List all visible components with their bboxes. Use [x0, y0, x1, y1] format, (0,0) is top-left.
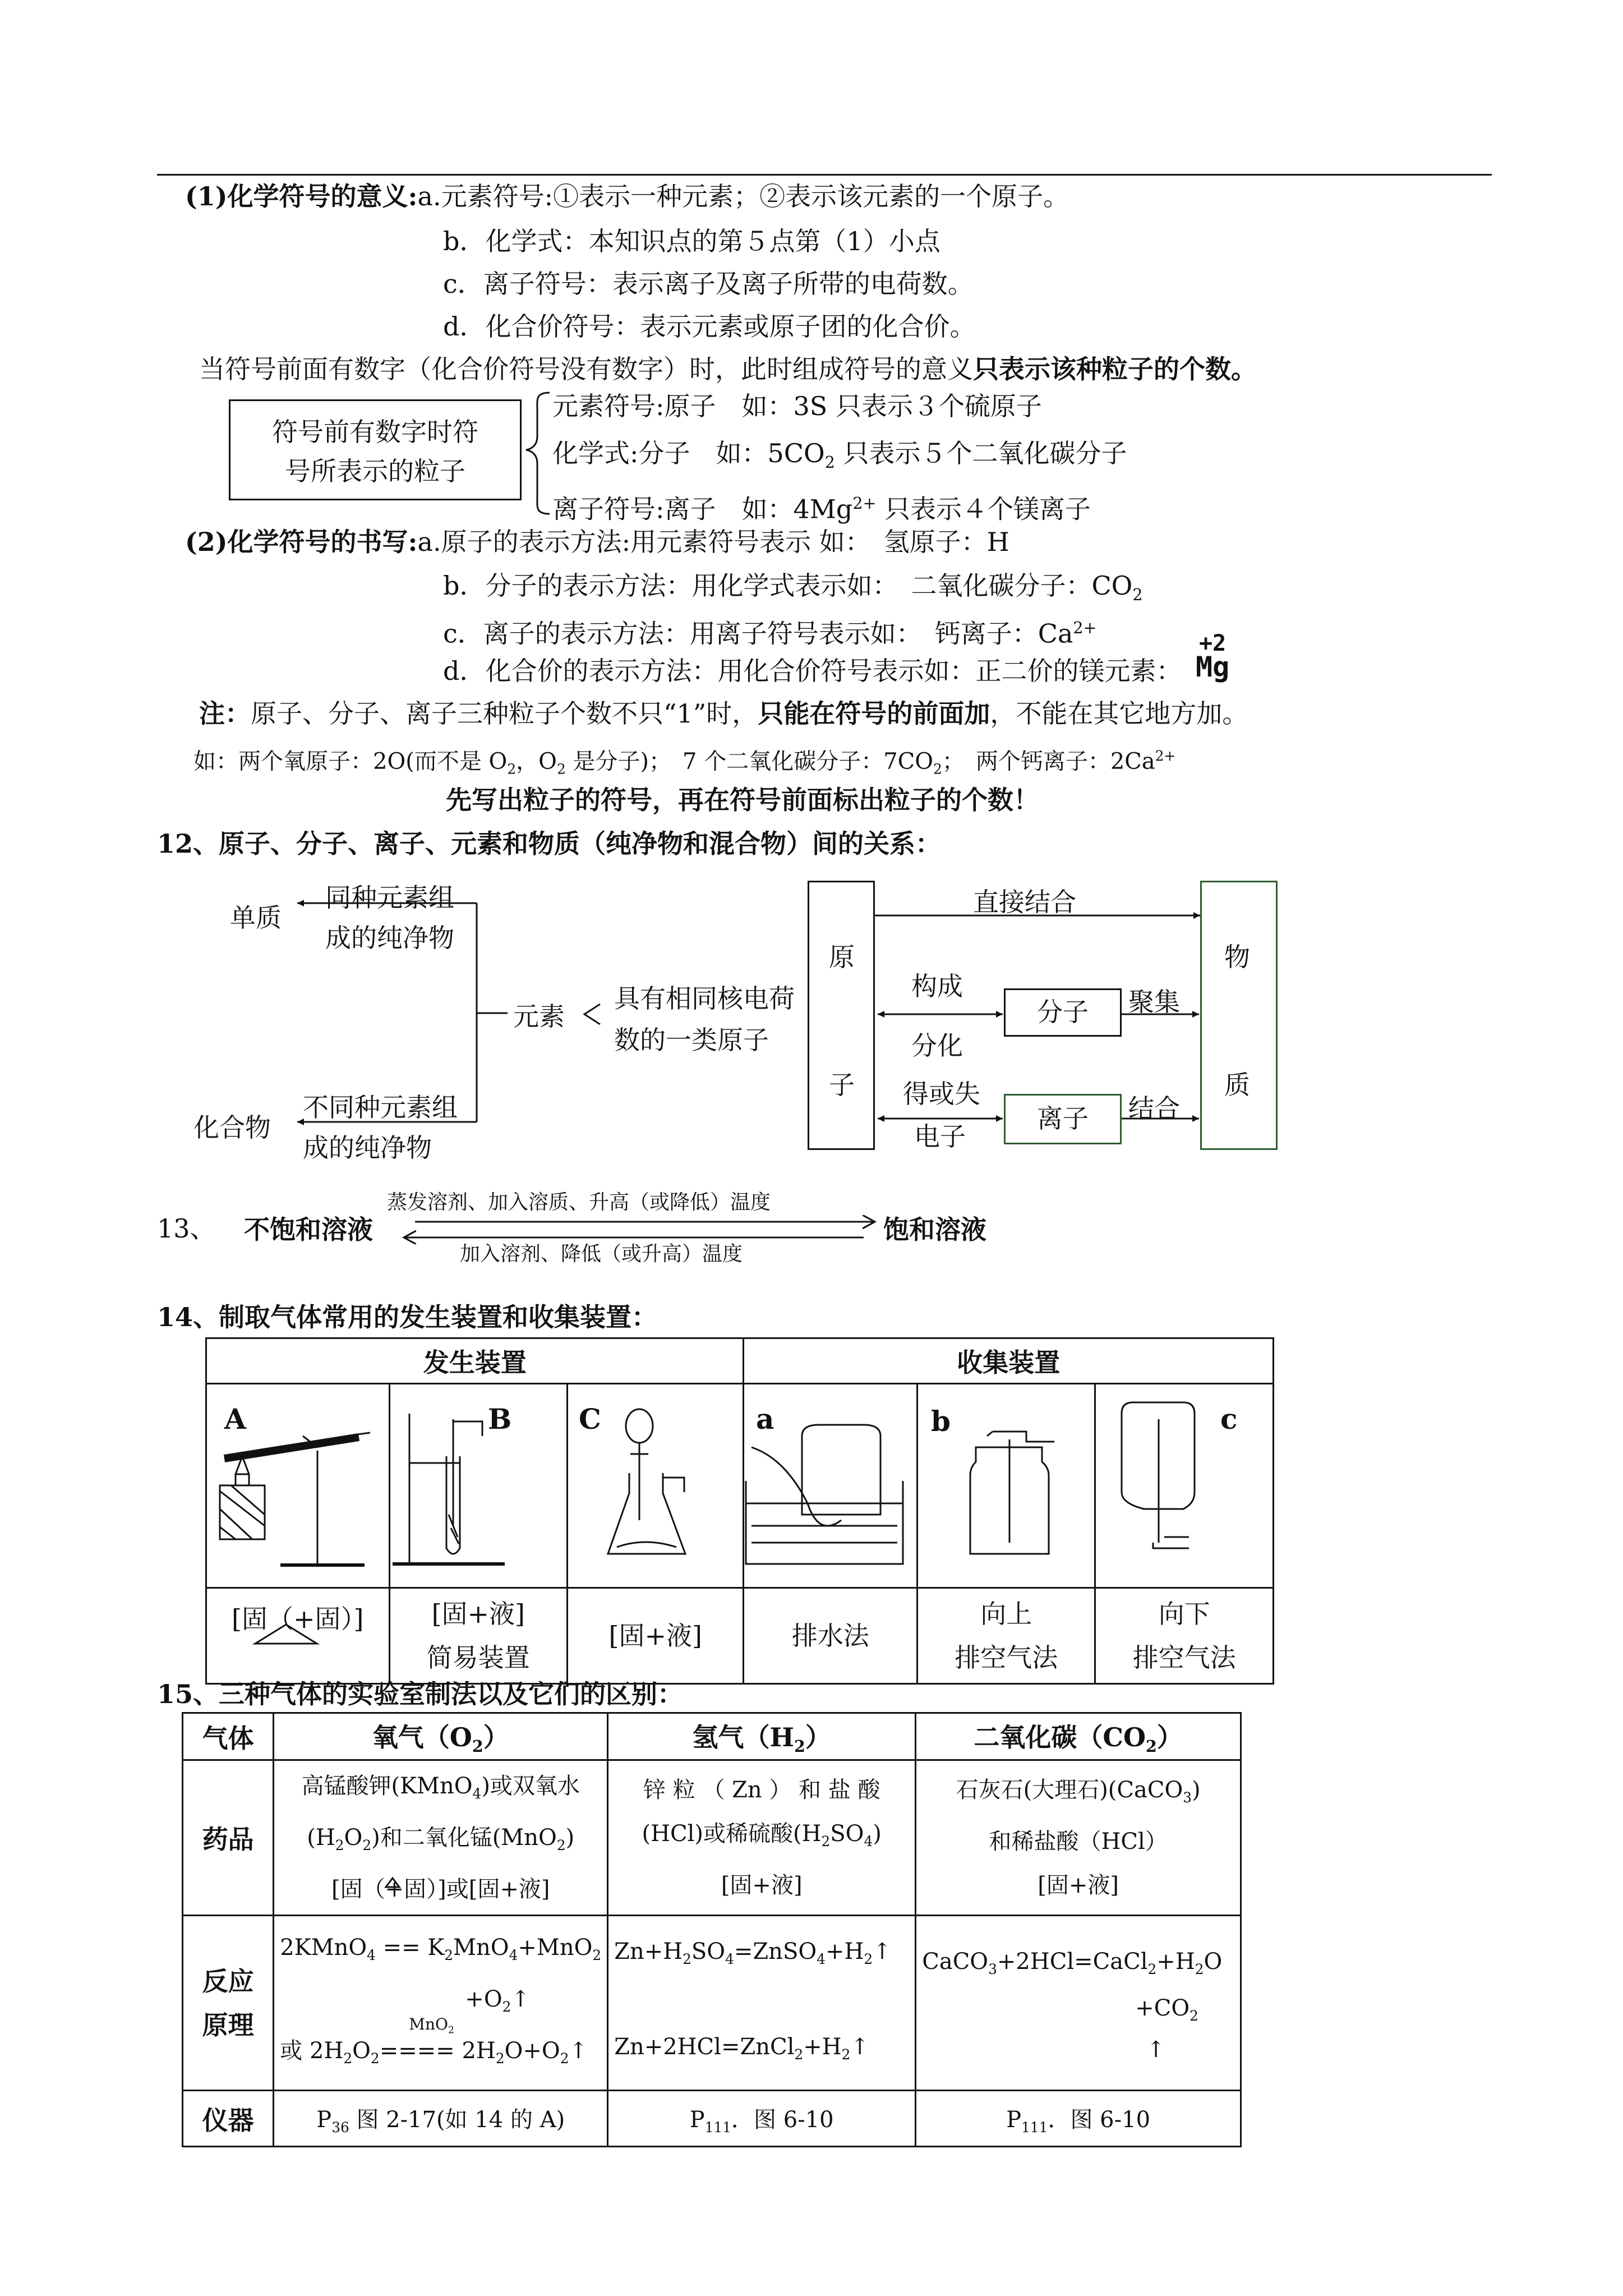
- co2-d2: 和稀盐酸（HCl）: [989, 1829, 1168, 1855]
- th-h2-sub: 2: [794, 1737, 805, 1756]
- h2-d2-mid: SO: [830, 1821, 864, 1847]
- h2-d3: [固+液]: [721, 1872, 803, 1899]
- s2-b-pre: b．分子的表示方法：用化学式表示如： 二氧化碳分子：CO: [443, 570, 1133, 601]
- s2-c: [443, 613, 1096, 649]
- cell-label-b: [917, 1588, 1095, 1684]
- cell-label-c: [1095, 1588, 1274, 1684]
- hdr-collector: 收集装置: [744, 1338, 1274, 1384]
- co2-r2-pre: +CO: [1135, 1995, 1190, 2021]
- brace2-post: 只表示５个二氧化碳分子: [834, 438, 1127, 468]
- co2-r1-s2: 2: [1147, 1961, 1157, 1977]
- h2-d2-s1: 2: [821, 1833, 831, 1850]
- co2-react: [916, 1916, 1241, 2091]
- cell-label-C: [568, 1588, 744, 1684]
- o2-r3-pre: 或 2H: [280, 2037, 344, 2064]
- ex-pre: 如：两个氧原子：2O(而不是 O: [193, 748, 508, 775]
- tree-element-fork: [477, 903, 508, 1122]
- o2-d2-pre: (H: [307, 1825, 335, 1851]
- h2-drug: [608, 1760, 916, 1916]
- ex-s1: 2: [507, 761, 517, 777]
- th-o2-post: ）: [483, 1722, 509, 1752]
- row-react-2: 原理: [202, 2009, 254, 2040]
- brace-item-ion: [552, 488, 1091, 524]
- o2-d2-post: )和二氧化锰(MnO: [371, 1825, 557, 1851]
- co2-app-post: ．图 6-10: [1048, 2106, 1151, 2133]
- o2-r3-s2: 2: [370, 2050, 380, 2067]
- o2-r1-s3: 4: [509, 1947, 518, 1963]
- o2-d2-s2: 2: [362, 1837, 372, 1854]
- th-h2: [608, 1713, 916, 1760]
- s1-c: c．离子符号：表示离子及离子所带的电荷数。: [443, 269, 974, 299]
- label-B2: 简易装置: [426, 1642, 530, 1673]
- s2-d: d．化合价的表示方法：用化合价符号表示如：正二价的镁元素：: [443, 656, 1182, 686]
- s1-a: a.元素符号:①表示一种元素；②表示该元素的一个原子。: [417, 181, 1069, 211]
- top-rule: [157, 174, 1492, 176]
- apparatus-table: [205, 1337, 1274, 1685]
- ex-mid2: 是分子)； 7 个二氧化碳分子：7CO: [565, 748, 934, 775]
- s13-unsat: 不饱和溶液: [244, 1214, 373, 1245]
- o2-app-post: 图 2-17(如 14 的 A): [349, 2106, 565, 2133]
- o2-drug: [274, 1760, 608, 1916]
- h2-r1-post: ↑: [873, 1938, 892, 1964]
- co2-d1-post: ): [1192, 1777, 1201, 1803]
- h2-r1-s4: 2: [864, 1950, 873, 1967]
- o2-r3-s3: 2: [495, 2050, 505, 2067]
- s2-note-p1: 原子、分子、离子三种粒子个数不只“1”时，: [251, 698, 758, 729]
- co2-r1-pre: CaCO: [922, 1948, 989, 1975]
- o2-r1-s1: 4: [367, 1947, 376, 1963]
- brace3-post: 只表示４个镁离子: [876, 494, 1091, 524]
- label-c1: 向下: [1158, 1599, 1210, 1629]
- s2-note-b1: 注：: [199, 698, 251, 729]
- h2-r1-s2: 4: [725, 1950, 734, 1967]
- h2-r2-pre: Zn+2HCl=ZnCl: [614, 2033, 795, 2060]
- co2-drug: [916, 1760, 1241, 1916]
- co2-app-pre: P: [1006, 2106, 1022, 2133]
- s2-example: [193, 740, 1175, 785]
- atom-char2: 子: [829, 1070, 855, 1100]
- label-compound: 化合物: [193, 1112, 271, 1143]
- label-element: 元素: [513, 1001, 565, 1032]
- brace2-pre: 化学式:分子 如：5CO: [552, 438, 825, 468]
- th-co2-post: ）: [1156, 1722, 1183, 1752]
- brace2-sub: 2: [824, 453, 835, 472]
- th-o2-pre: 氧气（O: [372, 1722, 472, 1752]
- s15-title: 15、三种气体的实验室制法以及它们的区别：: [157, 1679, 684, 1709]
- brace3-sup: 2+: [852, 494, 877, 513]
- th-co2: [916, 1713, 1241, 1760]
- o2-app-pre: P: [316, 2106, 332, 2133]
- row-drug: 药品: [183, 1760, 274, 1916]
- h2-d2-pre: (HCl)或稀硫酸(H: [642, 1821, 822, 1847]
- h2-r1-mid: SO: [691, 1938, 726, 1964]
- label-form: 构成: [911, 971, 963, 1001]
- h2-d1: 锌 粒 （ Zn ） 和 盐 酸: [643, 1777, 880, 1803]
- brace-item-formula: [552, 438, 1127, 478]
- co2-app-sub: 111: [1021, 2119, 1048, 2136]
- o2-r2-pre: +O: [465, 1986, 502, 2012]
- label-A: [固（+固）]: [232, 1604, 364, 1634]
- s14-title: 14、制取气体常用的发生装置和收集装置：: [157, 1302, 658, 1332]
- h2-r1-pre: Zn+H: [614, 1938, 683, 1964]
- row-react: [183, 1916, 274, 2091]
- o2-r3-mid2: ==== 2H: [379, 2037, 496, 2064]
- th-co2-sub: 2: [1146, 1737, 1157, 1756]
- label-gain2: 电子: [914, 1121, 966, 1152]
- h2-d2-post: ): [873, 1821, 882, 1847]
- o2-r1-pre: 2KMnO: [280, 1934, 367, 1961]
- ex-sup: 2+: [1155, 748, 1176, 764]
- o2-d3: [固（+固）]或[固+液]: [331, 1876, 550, 1903]
- co2-r2-sub: 2: [1189, 2007, 1198, 2024]
- co2-d3: [固+液]: [1038, 1872, 1119, 1899]
- label-split: 分化: [911, 1030, 963, 1061]
- s12-title: 12、原子、分子、离子、元素和物质（纯净物和混合物）间的关系：: [157, 829, 942, 859]
- cell-label-a: [744, 1588, 917, 1684]
- h2-app-pre: P: [689, 2106, 705, 2133]
- label-b1: 向上: [980, 1599, 1032, 1629]
- brace3-pre: 离子符号:离子 如：4Mg: [552, 494, 853, 524]
- mg-symbol: Mg: [1196, 651, 1230, 683]
- o2-r3-post: ↑: [569, 2037, 588, 2064]
- s2-a: a.原子的表示方法:用元素符号表示 如： 氢原子：H: [417, 527, 1009, 557]
- cell-apparatus-B: [389, 1384, 568, 1588]
- o2-r2-post: ↑: [511, 1986, 530, 2012]
- label-diff1: 不同种元素组: [303, 1092, 458, 1122]
- h2-r2-s2: 2: [841, 2046, 851, 2063]
- cell-label-B: [389, 1588, 568, 1684]
- s13-top: 蒸发溶剂、加入溶质、升高（或降低）温度: [387, 1191, 771, 1214]
- s2-title: (2)化学符号的书写:: [185, 527, 418, 557]
- s1-line-a: [185, 181, 1069, 212]
- letter-b: b: [931, 1405, 951, 1438]
- ion-label: 离子: [1037, 1103, 1089, 1134]
- label-same1: 同种元素组: [325, 882, 454, 913]
- s2-note: [199, 698, 1248, 729]
- arrow-to-element: [584, 1004, 600, 1024]
- o2-r3-mid3: O+O: [504, 2037, 560, 2064]
- co2-r3: ↑: [1146, 2036, 1165, 2063]
- o2-r3-s4: 2: [560, 2050, 569, 2067]
- s2-note-p2: ，不能在其它地方加。: [990, 698, 1248, 729]
- o2-cat-sub: 2: [448, 2024, 455, 2036]
- matter-box: [1200, 881, 1278, 1150]
- s2-c-sup: 2+: [1073, 619, 1097, 637]
- letter-c: c: [1220, 1402, 1238, 1435]
- o2-d2-end: ): [565, 1825, 575, 1851]
- label-C: [固+液]: [608, 1621, 702, 1651]
- label-a: 排水法: [791, 1621, 869, 1651]
- co2-d1-pre: 石灰石(大理石)(CaCO: [956, 1777, 1183, 1803]
- s2-b-sub: 2: [1132, 586, 1143, 605]
- th-o2-sub: 2: [472, 1737, 483, 1756]
- gas-table: [182, 1712, 1242, 2147]
- th-o2: [274, 1713, 608, 1760]
- label-diff2: 成的纯净物: [303, 1133, 432, 1163]
- o2-d2-s3: 2: [556, 1837, 566, 1854]
- co2-d1-sub: 3: [1183, 1789, 1192, 1806]
- h2-r2-s1: 2: [794, 2046, 804, 2063]
- particle-box-line2: 号所表示的粒子: [285, 456, 465, 486]
- co2-r1-s1: 3: [988, 1961, 997, 1977]
- mg-valence: +2: [1199, 631, 1227, 656]
- o2-r1-mid3: +MnO: [518, 1934, 593, 1961]
- o2-catalyst: [409, 2016, 454, 2039]
- letter-C: C: [579, 1402, 601, 1435]
- s2-b: [443, 570, 1143, 611]
- h2-r1-mid2: =ZnSO: [734, 1938, 817, 1964]
- s2-line-a: [185, 526, 1009, 558]
- th-co2-pre: 二氧化碳（CO: [974, 1722, 1146, 1752]
- o2-r2-sub: 2: [502, 1998, 511, 2015]
- co2-r1-post: O: [1204, 1948, 1223, 1975]
- letter-B: B: [488, 1402, 512, 1435]
- h2-app-sub: 111: [704, 2119, 732, 2136]
- s1-note-plain: 当符号前面有数字（化合价符号没有数字）时，此时组成符号的意义: [199, 354, 973, 384]
- cell-label-A: [206, 1588, 390, 1684]
- h2-d2-s2: 4: [864, 1833, 873, 1850]
- o2-app: [274, 2091, 608, 2147]
- curly-brace: [526, 393, 550, 514]
- o2-react: [274, 1916, 608, 2091]
- ex-s2: 2: [556, 761, 566, 777]
- o2-r1-s4: 2: [592, 1947, 602, 1963]
- co2-r1-mid: +2HCl=CaCl: [997, 1948, 1148, 1975]
- label-danzhi: 单质: [230, 903, 282, 933]
- o2-r1-s2: 2: [444, 1947, 454, 1963]
- atom-char1: 原: [829, 942, 855, 972]
- h2-r1-s3: 4: [817, 1950, 826, 1967]
- o2-app-sub: 36: [331, 2119, 349, 2136]
- s1-d: d．化合价符号：表示元素或原子团的化合价。: [443, 311, 976, 342]
- s1-note: [199, 353, 1257, 385]
- o2-r3-s1: 2: [343, 2050, 353, 2067]
- label-nuc2: 数的一类原子: [614, 1025, 769, 1055]
- label-nuc1: 具有相同核电荷: [614, 983, 795, 1014]
- h2-r2-mid: +H: [803, 2033, 842, 2060]
- ex-s3: 2: [933, 761, 942, 777]
- ex-mid3: ； 两个钙离子：2Ca: [942, 748, 1155, 775]
- s2-rule: 先写出粒子的符号，再在符号前面标出粒子的个数！: [446, 785, 1039, 815]
- s2-c-pre: c．离子的表示方法：用离子符号表示如： 钙离子：Ca: [443, 618, 1073, 649]
- cell-apparatus-c: [1095, 1384, 1274, 1588]
- atom-box: [808, 881, 875, 1150]
- matter-char1: 物: [1224, 942, 1250, 972]
- label-gather: 聚集: [1128, 987, 1180, 1017]
- label-B1: [固+液]: [431, 1599, 525, 1629]
- o2-r1-mid: == K: [375, 1934, 445, 1961]
- o2-cat-pre: MnO: [409, 2015, 448, 2034]
- row-app: 仪器: [183, 2091, 274, 2147]
- h2-react: [608, 1916, 916, 2091]
- o2-d2-mid: O: [344, 1825, 363, 1851]
- th-h2-post: ）: [805, 1722, 831, 1752]
- s2-note-b2: 只能在符号的前面加: [758, 698, 990, 729]
- o2-d1-post: )或双氧水: [481, 1773, 580, 1800]
- molecule-label: 分子: [1037, 997, 1089, 1027]
- co2-app: [916, 2091, 1241, 2147]
- h2-r1-s1: 2: [683, 1950, 691, 1967]
- s1-note-bold: 只表示该种粒子的个数。: [973, 354, 1257, 384]
- h2-r1-mid3: +H: [825, 1938, 864, 1964]
- hdr-generator: 发生装置: [206, 1338, 744, 1384]
- o2-r1-mid2: MnO: [453, 1934, 509, 1961]
- th-gas: 气体: [183, 1713, 274, 1760]
- brace-item-element: 元素符号:原子 如：3S 只表示３个硫原子: [552, 391, 1042, 421]
- ex-mid1: ，O: [516, 748, 557, 775]
- label-combine: 结合: [1128, 1093, 1180, 1124]
- o2-d1-sub: 4: [472, 1786, 482, 1802]
- label-b2: 排空气法: [955, 1642, 1058, 1673]
- s1-b: b．化学式：本知识点的第５点第（1）小点: [443, 226, 940, 256]
- label-same2: 成的纯净物: [325, 923, 454, 953]
- s1-title: (1)化学符号的意义:: [185, 181, 418, 211]
- label-c2: 排空气法: [1132, 1642, 1236, 1673]
- co2-r1-s3: 2: [1195, 1961, 1204, 1977]
- co2-r1-mid2: +H: [1156, 1948, 1195, 1975]
- o2-d2-s1: 2: [335, 1837, 344, 1854]
- particle-box-line1: 符号前有数字时符: [272, 417, 478, 447]
- o2-r3-mid: O: [352, 2037, 371, 2064]
- o2-d1-pre: 高锰酸钾(KMnO: [301, 1773, 473, 1800]
- label-gain1: 得或失: [903, 1079, 980, 1109]
- label-direct: 直接结合: [973, 887, 1076, 917]
- row-react-1: 反应: [202, 1966, 254, 1996]
- s13-sat: 饱和溶液: [883, 1214, 986, 1245]
- letter-a: a: [756, 1402, 774, 1435]
- h2-r2-post: ↑: [850, 2033, 869, 2060]
- h2-app: [608, 2091, 916, 2147]
- matter-char2: 质: [1224, 1070, 1250, 1100]
- h2-app-post: ．图 6-10: [731, 2106, 834, 2133]
- letter-A: A: [224, 1402, 246, 1435]
- s13-bottom: 加入溶剂、降低（或升高）温度: [460, 1243, 743, 1266]
- th-h2-pre: 氢气（H: [692, 1722, 795, 1752]
- s13-num: 13、: [157, 1213, 216, 1244]
